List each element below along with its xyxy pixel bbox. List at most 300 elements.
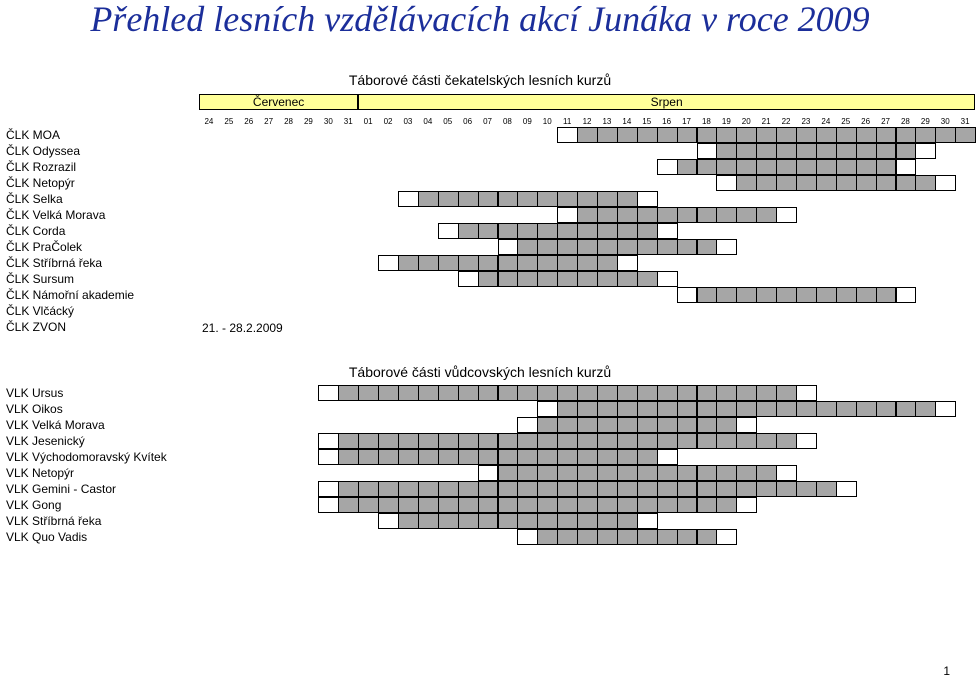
schedule-cell-filled	[478, 497, 499, 513]
schedule-cell-empty	[637, 513, 658, 529]
schedule-cell-empty	[657, 449, 678, 465]
schedule-cell-filled	[577, 481, 598, 497]
schedule-cell-filled	[577, 207, 598, 223]
schedule-cell-filled	[498, 481, 519, 497]
page-title: Přehled lesních vzdělávacích akcí Junáka v roce 2009	[90, 0, 870, 39]
schedule-cell-filled	[776, 401, 797, 417]
schedule-cell-filled	[836, 287, 857, 303]
schedule-cell-filled	[537, 417, 558, 433]
day-number: 16	[662, 117, 672, 126]
schedule-cell-empty	[896, 287, 917, 303]
schedule-cell-filled	[577, 127, 598, 143]
day-number: 31	[960, 117, 970, 126]
schedule-cell-filled	[498, 271, 519, 287]
schedule-cell-filled	[716, 287, 737, 303]
schedule-cell-filled	[338, 497, 359, 513]
schedule-cell-filled	[537, 449, 558, 465]
schedule-cell-filled	[577, 223, 598, 239]
schedule-cell-filled	[677, 433, 698, 449]
schedule-cell-filled	[697, 481, 718, 497]
schedule-cell-filled	[716, 207, 737, 223]
course-name: VLK Ursus	[6, 386, 64, 400]
course-name: ČLK Odyssea	[6, 144, 81, 158]
schedule-cell-empty	[318, 433, 339, 449]
schedule-cell-empty	[677, 287, 698, 303]
schedule-cell-filled	[338, 433, 359, 449]
schedule-cell-empty	[796, 433, 817, 449]
schedule-cell-filled	[517, 481, 538, 497]
schedule-cell-filled	[657, 497, 678, 513]
schedule-cell-filled	[418, 481, 439, 497]
day-number: 26	[861, 117, 871, 126]
schedule-cell-empty	[318, 481, 339, 497]
schedule-cell-filled	[836, 143, 857, 159]
schedule-cell-filled	[617, 401, 638, 417]
schedule-cell-filled	[597, 481, 618, 497]
schedule-cell-filled	[557, 401, 578, 417]
schedule-cell-filled	[776, 159, 797, 175]
schedule-cell-filled	[557, 417, 578, 433]
schedule-cell-filled	[677, 385, 698, 401]
schedule-cell-filled	[756, 143, 777, 159]
schedule-cell-filled	[398, 433, 419, 449]
schedule-cell-filled	[776, 481, 797, 497]
schedule-cell-filled	[657, 465, 678, 481]
schedule-cell-empty	[458, 271, 479, 287]
schedule-cell-filled	[756, 127, 777, 143]
schedule-cell-empty	[318, 497, 339, 513]
schedule-cell-filled	[557, 481, 578, 497]
schedule-cell-filled	[537, 385, 558, 401]
schedule-cell-filled	[458, 255, 479, 271]
schedule-cell-filled	[517, 255, 538, 271]
schedule-cell-filled	[617, 465, 638, 481]
schedule-cell-filled	[597, 223, 618, 239]
schedule-cell-filled	[597, 271, 618, 287]
schedule-cell-empty	[318, 449, 339, 465]
schedule-cell-filled	[776, 385, 797, 401]
schedule-cell-filled	[816, 401, 837, 417]
schedule-cell-filled	[697, 127, 718, 143]
schedule-cell-filled	[338, 481, 359, 497]
schedule-cell-filled	[418, 385, 439, 401]
schedule-cell-filled	[796, 401, 817, 417]
schedule-cell-filled	[896, 143, 917, 159]
schedule-cell-filled	[677, 401, 698, 417]
day-number: 20	[741, 117, 751, 126]
course-name: ČLK Rozrazil	[6, 160, 77, 174]
schedule-cell-filled	[438, 385, 459, 401]
schedule-cell-filled	[637, 529, 658, 545]
schedule-cell-filled	[458, 191, 479, 207]
schedule-cell-empty	[617, 255, 638, 271]
schedule-cell-filled	[657, 417, 678, 433]
schedule-cell-filled	[557, 385, 578, 401]
schedule-cell-filled	[557, 255, 578, 271]
schedule-cell-filled	[677, 529, 698, 545]
schedule-cell-filled	[816, 287, 837, 303]
course-name: ČLK Selka	[6, 192, 63, 206]
schedule-cell-empty	[736, 417, 757, 433]
course-name: VLK Quo Vadis	[6, 530, 88, 544]
schedule-cell-filled	[557, 497, 578, 513]
schedule-cell-filled	[378, 433, 399, 449]
schedule-cell-filled	[617, 497, 638, 513]
schedule-cell-filled	[716, 127, 737, 143]
schedule-cell-filled	[378, 385, 399, 401]
day-number: 30	[323, 117, 333, 126]
schedule-cell-filled	[617, 449, 638, 465]
schedule-cell-filled	[478, 433, 499, 449]
schedule-cell-filled	[776, 127, 797, 143]
schedule-cell-filled	[736, 175, 757, 191]
schedule-cell-filled	[398, 481, 419, 497]
schedule-cell-filled	[617, 127, 638, 143]
schedule-cell-filled	[677, 417, 698, 433]
schedule-cell-filled	[876, 175, 897, 191]
day-number: 14	[622, 117, 632, 126]
schedule-cell-filled	[478, 255, 499, 271]
schedule-cell-filled	[816, 175, 837, 191]
schedule-cell-filled	[537, 497, 558, 513]
schedule-cell-filled	[836, 127, 857, 143]
schedule-cell-filled	[517, 385, 538, 401]
schedule-cell-empty	[318, 385, 339, 401]
schedule-cell-filled	[597, 207, 618, 223]
schedule-cell-filled	[537, 223, 558, 239]
course-name: ČLK Corda	[6, 224, 66, 238]
schedule-cell-filled	[398, 255, 419, 271]
schedule-cell-filled	[577, 401, 598, 417]
schedule-cell-filled	[796, 127, 817, 143]
schedule-cell-filled	[736, 159, 757, 175]
schedule-cell-filled	[697, 207, 718, 223]
day-number: 31	[343, 117, 353, 126]
schedule-cell-filled	[557, 223, 578, 239]
schedule-cell-filled	[597, 529, 618, 545]
schedule-cell-filled	[716, 497, 737, 513]
schedule-cell-filled	[498, 497, 519, 513]
schedule-cell-filled	[517, 271, 538, 287]
schedule-cell-filled	[438, 433, 459, 449]
schedule-cell-filled	[458, 497, 479, 513]
month-label: Červenec	[199, 94, 358, 110]
schedule-cell-filled	[358, 497, 379, 513]
schedule-cell-filled	[498, 255, 519, 271]
schedule-cell-filled	[716, 385, 737, 401]
schedule-cell-filled	[697, 385, 718, 401]
schedule-cell-filled	[677, 127, 698, 143]
schedule-cell-filled	[637, 449, 658, 465]
day-number: 11	[562, 117, 572, 126]
schedule-cell-filled	[756, 433, 777, 449]
day-number: 26	[244, 117, 254, 126]
course-name: ČLK Netopýr	[6, 176, 75, 190]
schedule-cell-filled	[657, 385, 678, 401]
schedule-cell-filled	[617, 417, 638, 433]
schedule-cell-empty	[896, 159, 917, 175]
schedule-cell-filled	[856, 159, 877, 175]
schedule-cell-filled	[358, 481, 379, 497]
schedule-cell-filled	[597, 417, 618, 433]
schedule-cell-empty	[836, 481, 857, 497]
day-number: 05	[443, 117, 453, 126]
schedule-cell-filled	[756, 401, 777, 417]
schedule-cell-empty	[498, 239, 519, 255]
schedule-cell-filled	[697, 239, 718, 255]
schedule-cell-filled	[418, 255, 439, 271]
month-label: Srpen	[358, 94, 975, 110]
schedule-cell-filled	[498, 385, 519, 401]
schedule-cell-filled	[716, 481, 737, 497]
schedule-cell-filled	[876, 401, 897, 417]
schedule-cell-filled	[418, 191, 439, 207]
schedule-cell-filled	[716, 401, 737, 417]
schedule-cell-filled	[677, 497, 698, 513]
schedule-cell-filled	[438, 481, 459, 497]
schedule-cell-empty	[438, 223, 459, 239]
schedule-cell-filled	[597, 497, 618, 513]
schedule-cell-filled	[617, 481, 638, 497]
schedule-cell-filled	[597, 191, 618, 207]
schedule-cell-filled	[537, 481, 558, 497]
day-number: 04	[423, 117, 433, 126]
schedule-cell-filled	[876, 143, 897, 159]
schedule-cell-filled	[458, 385, 479, 401]
schedule-cell-filled	[597, 513, 618, 529]
schedule-cell-filled	[617, 191, 638, 207]
course-name: ČLK Námořní akademie	[6, 288, 135, 302]
schedule-cell-filled	[896, 127, 917, 143]
schedule-cell-filled	[617, 513, 638, 529]
schedule-cell-filled	[677, 207, 698, 223]
schedule-cell-empty	[657, 271, 678, 287]
schedule-cell-filled	[637, 417, 658, 433]
day-number: 01	[363, 117, 373, 126]
schedule-cell-filled	[537, 239, 558, 255]
schedule-cell-filled	[896, 175, 917, 191]
schedule-cell-filled	[756, 159, 777, 175]
schedule-cell-filled	[637, 223, 658, 239]
schedule-cell-filled	[478, 449, 499, 465]
schedule-cell-empty	[796, 385, 817, 401]
day-number: 28	[900, 117, 910, 126]
schedule-cell-filled	[637, 497, 658, 513]
schedule-cell-empty	[657, 223, 678, 239]
schedule-cell-filled	[617, 223, 638, 239]
day-number: 08	[502, 117, 512, 126]
day-number: 18	[701, 117, 711, 126]
day-number: 29	[303, 117, 313, 126]
schedule-cell-filled	[577, 239, 598, 255]
schedule-cell-filled	[478, 271, 499, 287]
schedule-cell-empty	[697, 143, 718, 159]
schedule-cell-filled	[438, 497, 459, 513]
schedule-cell-filled	[697, 401, 718, 417]
schedule-cell-filled	[537, 529, 558, 545]
schedule-cell-filled	[876, 159, 897, 175]
page-number: 1	[943, 664, 950, 678]
schedule-cell-filled	[438, 191, 459, 207]
schedule-cell-filled	[716, 159, 737, 175]
day-number: 27	[264, 117, 274, 126]
schedule-cell-empty	[557, 127, 578, 143]
schedule-cell-filled	[517, 191, 538, 207]
schedule-cell-filled	[577, 513, 598, 529]
schedule-cell-filled	[517, 513, 538, 529]
schedule-cell-filled	[697, 433, 718, 449]
schedule-cell-filled	[378, 481, 399, 497]
schedule-cell-filled	[338, 385, 359, 401]
schedule-cell-filled	[597, 401, 618, 417]
schedule-cell-filled	[577, 529, 598, 545]
schedule-cell-filled	[776, 175, 797, 191]
schedule-cell-empty	[716, 239, 737, 255]
schedule-cell-filled	[697, 497, 718, 513]
day-number: 13	[602, 117, 612, 126]
course-name: VLK Oikos	[6, 402, 63, 416]
schedule-cell-filled	[856, 175, 877, 191]
schedule-cell-filled	[577, 191, 598, 207]
schedule-cell-filled	[418, 433, 439, 449]
schedule-cell-filled	[557, 239, 578, 255]
schedule-cell-filled	[876, 287, 897, 303]
schedule-cell-filled	[856, 143, 877, 159]
schedule-cell-filled	[896, 401, 917, 417]
schedule-cell-filled	[736, 127, 757, 143]
schedule-cell-filled	[756, 175, 777, 191]
schedule-cell-filled	[836, 175, 857, 191]
schedule-cell-filled	[478, 191, 499, 207]
schedule-cell-filled	[816, 127, 837, 143]
schedule-cell-filled	[378, 497, 399, 513]
schedule-cell-filled	[537, 191, 558, 207]
course-name: VLK Gong	[6, 498, 62, 512]
schedule-cell-filled	[677, 239, 698, 255]
schedule-cell-filled	[577, 449, 598, 465]
schedule-cell-filled	[577, 497, 598, 513]
schedule-cell-filled	[398, 449, 419, 465]
schedule-cell-filled	[677, 159, 698, 175]
day-number: 03	[403, 117, 413, 126]
schedule-cell-filled	[438, 255, 459, 271]
schedule-cell-filled	[796, 143, 817, 159]
schedule-cell-filled	[458, 481, 479, 497]
schedule-cell-empty	[537, 401, 558, 417]
schedule-cell-empty	[517, 529, 538, 545]
schedule-cell-filled	[498, 449, 519, 465]
schedule-cell-filled	[557, 529, 578, 545]
schedule-cell-filled	[498, 223, 519, 239]
course-name: ČLK MOA	[6, 128, 61, 142]
schedule-cell-filled	[418, 497, 439, 513]
schedule-cell-filled	[756, 465, 777, 481]
schedule-cell-filled	[557, 513, 578, 529]
schedule-cell-empty	[915, 143, 936, 159]
schedule-cell-filled	[358, 433, 379, 449]
schedule-cell-filled	[617, 207, 638, 223]
course-name: VLK Východomoravský Kvítek	[6, 450, 167, 464]
schedule-cell-empty	[637, 191, 658, 207]
schedule-cell-empty	[736, 497, 757, 513]
schedule-cell-filled	[398, 513, 419, 529]
schedule-cell-filled	[438, 449, 459, 465]
course-name: VLK Jesenický	[6, 434, 85, 448]
section-title-leader-courses: Táborové části vůdcovských lesních kurzů	[348, 364, 612, 380]
schedule-cell-filled	[736, 287, 757, 303]
day-number: 09	[522, 117, 532, 126]
schedule-cell-filled	[756, 207, 777, 223]
schedule-cell-filled	[876, 127, 897, 143]
day-number: 23	[801, 117, 811, 126]
schedule-cell-filled	[716, 143, 737, 159]
schedule-cell-filled	[796, 481, 817, 497]
schedule-cell-filled	[517, 465, 538, 481]
schedule-cell-empty	[478, 465, 499, 481]
schedule-cell-filled	[637, 207, 658, 223]
schedule-cell-empty	[517, 417, 538, 433]
schedule-cell-filled	[498, 433, 519, 449]
schedule-cell-filled	[458, 449, 479, 465]
schedule-cell-filled	[756, 481, 777, 497]
day-number: 30	[940, 117, 950, 126]
schedule-cell-filled	[776, 433, 797, 449]
schedule-cell-filled	[836, 159, 857, 175]
day-number: 07	[483, 117, 492, 126]
day-number: 15	[642, 117, 652, 126]
day-number: 10	[542, 117, 552, 126]
day-number: 12	[582, 117, 592, 126]
schedule-cell-filled	[657, 529, 678, 545]
schedule-cell-filled	[517, 449, 538, 465]
schedule-cell-filled	[617, 385, 638, 401]
schedule-cell-filled	[677, 465, 698, 481]
course-name: ČLK Sursum	[6, 272, 75, 286]
schedule-cell-filled	[776, 287, 797, 303]
schedule-cell-filled	[736, 207, 757, 223]
schedule-cell-filled	[637, 271, 658, 287]
schedule-cell-filled	[637, 465, 658, 481]
schedule-cell-filled	[517, 497, 538, 513]
course-name: ČLK Vlčácký	[6, 304, 75, 318]
schedule-cell-filled	[537, 271, 558, 287]
schedule-cell-empty	[776, 207, 797, 223]
day-number: 06	[463, 117, 473, 126]
schedule-cell-filled	[597, 449, 618, 465]
schedule-cell-filled	[557, 191, 578, 207]
schedule-cell-filled	[498, 465, 519, 481]
course-name: ČLK PraČolek	[6, 240, 83, 254]
course-name: VLK Velká Morava	[6, 418, 105, 432]
schedule-cell-filled	[776, 143, 797, 159]
schedule-cell-filled	[557, 271, 578, 287]
schedule-cell-filled	[577, 271, 598, 287]
schedule-cell-filled	[358, 449, 379, 465]
schedule-cell-filled	[915, 401, 936, 417]
schedule-cell-filled	[577, 433, 598, 449]
schedule-cell-empty	[378, 255, 399, 271]
schedule-cell-filled	[517, 433, 538, 449]
schedule-cell-filled	[478, 223, 499, 239]
day-number: 25	[224, 117, 234, 126]
schedule-cell-filled	[617, 271, 638, 287]
schedule-cell-filled	[617, 529, 638, 545]
schedule-cell-empty	[935, 401, 956, 417]
schedule-cell-filled	[557, 433, 578, 449]
schedule-cell-filled	[378, 449, 399, 465]
schedule-cell-filled	[796, 159, 817, 175]
schedule-cell-empty	[935, 175, 956, 191]
